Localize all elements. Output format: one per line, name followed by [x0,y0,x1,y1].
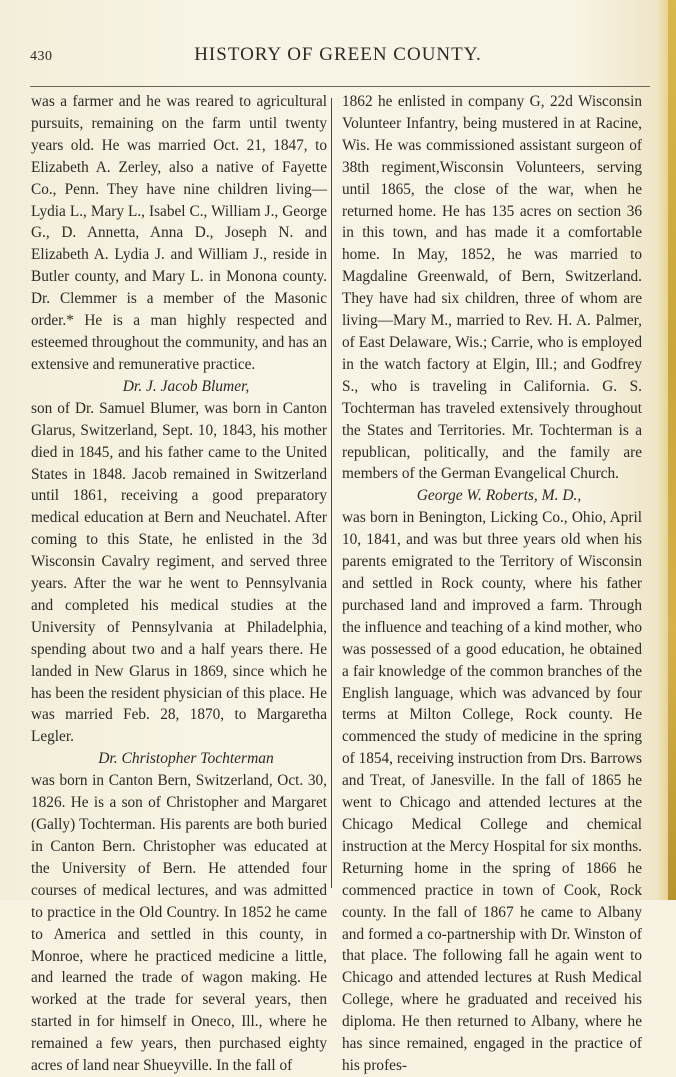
page-edge [668,0,676,900]
blumer-heading: Dr. J. Jacob Blumer, [122,377,250,395]
column-divider [331,98,332,888]
roberts-paragraph: was born in Benington, Licking Co., Ohio, April 10, 1841, and was but three years old when his parents emigrated to the Territory of Wisconsin and settled in Rock county, where his father purchased land and improved a farm. Through the influence and teaching of a kind mother, who was possessed of a good education, he obtained a fair knowledge of the common branches of the English language, which was advanced by four terms at Milton College, Rock county. He commenced the study of medicine in the spring of 1854, receiving instruction from Drs. Barrows and Treat, of Janesville. In the fall of 1865 he went to Chicago and attended lectures at the Chicago Medical College and chemical instruction at the Mercy Hospital for six months. Returning home in the spring of 1866 he commenced practice in town of Cook, Rock county. In the fall of 1867 he came to Albany and formed a co-partnership with Dr. Winston of that place. The following fall he again went to Chicago and attended lectures at Rush Medical College, where he graduated and received his diploma. He then returned to Albany, where he has since remained, engaged in the practice of his profes- [342,509,642,1074]
page-header [30,44,646,68]
header-rule [30,86,650,87]
zerley-paragraph: was a farmer and he was reared to agricultural pursuits, remaining on the farm until twenty years old. He was married Oct. 21, 1847, to Elizabeth A. Zerley, also a native of Fayette Co., Penn. They have nine children living—Lydia L., Mary L., Isabel C., William J., George G., D. Annetta, Anna D., Joseph N. and Elizabeth A. Lydia J. and William J., reside in Butler county, and Mary L. in Monona county. Dr. Clemmer is a member of the Masonic order.* He is a man highly respected and esteemed throughout the community, and has an extensive and remunerative practice. [31,93,327,373]
left-column [31,91,327,1077]
running-head: HISTORY OF GREEN COUNTY. [194,44,482,65]
right-column [342,91,642,1077]
roberts-heading: George W. Roberts, M. D., [416,487,582,505]
tochterman-heading: Dr. Christopher Tochterman [98,750,274,768]
page-number: 430 [30,49,53,64]
blumer-paragraph: son of Dr. Samuel Blumer, was born in Canton Glarus, Switzerland, Sept. 10, 1843, his mother died in 1845, and his father came to the United States in 1848. Jacob remained in Switzerland until 1861, receiving a good preparatory medical education at Bern and Neuchatel. After coming to this State, he enlisted in the 3d Wisconsin Cavalry regiment, and served three years. After the war he went to Pennsylvania and completed his medical studies at the University of Pennsylvania at Philadelphia, spending about two and a half years there. He landed in New Glarus in 1869, since which he has been the resident physician of this place. He was married Feb. 28, 1870, to Margaretha Legler. [31,399,327,746]
tochterman-paragraph: was born in Canton Bern, Switzerland, Oct. 30, 1826. He is a son of Christopher and Margaret (Gally) Tochterman. His parents are both buried in Canton Bern. Christopher was educated at the University of Bern. He attended four courses of medical lectures, and was admitted to practice in the Old Country. In 1852 he came to America and settled in this county, in Monroe, where he practiced medicine a little, and learned the trade of wagon making. He worked at the trade for several years, then started in for himself in Oneco, Ill., where he remained a few years, then purchased eighty acres of land near Shueyville. In the fall of [31,772,327,1075]
tochterman-continuation: 1862 he enlisted in company G, 22d Wisconsin Volunteer Infantry, being mustered in at Racine, Wis. He was commissioned assistant surgeon of 38th regiment,Wisconsin Volunteers, serving until 1865, the close of the war, when he returned home. He has 135 acres on section 36 in this town, and has made it a comfortable home. In May, 1852, he was married to Magdaline Greenwald, of Bern, Switzerland. They have had six children, three of whom are living—Mary M., married to Rev. H. A. Palmer, of East Delaware, Wis.; Carrie, who is employed in the watch factory at Elgin, Ill.; and Godfrey S., who is traveling in California. G. S. Tochterman has traveled extensively throughout the States and Territories. Mr. Tochterman is a republican, politically, and the family are members of the German Evangelical Church. [342,93,642,483]
